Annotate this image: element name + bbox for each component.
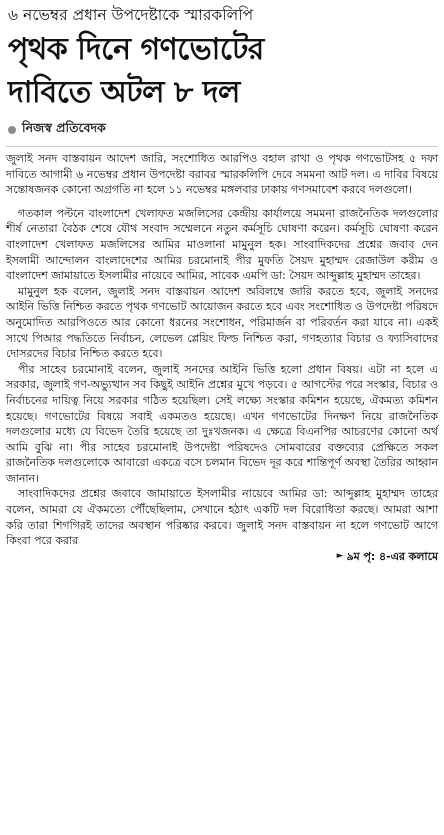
- byline: [8, 120, 438, 140]
- headline-line-2: দাবিতে অটল ৮ দল: [8, 75, 240, 110]
- paragraph-5: সাংবাদিকদের প্রশ্নের জবাবে জামায়াতে ইসলামীর নায়েবে আমির ডা: আব্দুল্লাহ মুহাম্মদ তাহের বলেন, আমরা যে ঐকমত্যে পৌঁছেছিলাম, সেখানে হঠাৎ একটি দল বিরোধিতা করছে। আমরা আশা করি তারা শিগগিরই তাদের অবস্থান পরিষ্কার করবে। জুলাই সনদ বাস্তবায়ন না হলে গণভোট আগে কিংবা পরে করার: [6, 487, 438, 548]
- bullet-dot-icon: [8, 126, 16, 134]
- arrow-right-icon: ►: [336, 550, 344, 561]
- paragraph-3: মামুনুল হক বলেন, জুলাই সনদ বাস্তবায়ন আদেশ অবিলম্বে জারি করতে হবে, জুলাই সনদের আইনি ভিত্তি নিশ্চিত করতে পৃথক গণভোট আয়োজন করতে হবে এবং সংশোধিত ও উপদেষ্টা পরিষদে অনুমোদিত আরপিওতে আর কোনো ধরনের সংশোধন, পরিমার্জন বা পরিবর্তন করা যাবে না। একই সাথে পিআর পদ্ধতিতে নির্বাচন, লেভেল প্লেয়িং ফিল্ড নিশ্চিত করা, গণহত্যার বিচার ও ফ্যাসিবাদের দোসরদের বিচার নিশ্চিত করতে হবে।: [6, 284, 438, 361]
- continued-ref: ৯ম পৃ: ৪-এর কলামে: [346, 549, 438, 563]
- continued-on: [6, 549, 438, 565]
- headline: [8, 28, 438, 114]
- kicker: ৬ নভেম্বর প্রধান উপদেষ্টাকে স্মারকলিপি: [8, 6, 254, 24]
- paragraph-4: পীর সাহেব চরমোনাই বলেন, জুলাই সনদের আইনি ভিত্তি হলো প্রধান বিষয়। এটা না হলে এ সরকার, জুলাই গণ-অভ্যুত্থান সব কিছুই আইনি প্রশ্নের মুখে পড়বে। ৫ আগস্টের পরে সংস্কার, বিচার ও নির্বাচনের দায়িত্ব নিয়ে সরকার গঠিত হয়েছিল। সেই লক্ষ্যে সংস্কার কমিশন হয়েছে, ঐকমত্য কমিশন হয়েছে। গণভোটের বিষয়ে সবাই একমতও হয়েছে। এখন গণভোটের দিনক্ষণ নিয়ে রাজনৈতিক দলগুলোর মধ্যে যে বিভেদ তৈরি হয়েছে তা দুঃখজনক। এ ক্ষেত্রে বিএনপির আচরণের কোনো অর্থ আমি বুঝি না। পীর সাহেব চরমোনাই উপদেষ্টা পরিষদেও সোমবারের বক্তব্যের প্রেক্ষিতে সকল রাজনৈতিক দলগুলোকে আবারো একত্রে বসে চলমান বিভেদ দূর করে শান্তিপূর্ণ অবস্থা তৈরির আহ্বান জানান।: [6, 362, 438, 485]
- paragraph-2: গতকাল পল্টনে বাংলাদেশ খেলাফত মজলিসের কেন্দ্রীয় কার্যালয়ে সমমনা রাজনৈতিক দলগুলোর শীর্ষ নেতারা বৈঠক শেষে যৌথ সংবাদ সম্মেলনে নতুন কর্মসূচি ঘোষণা করেন। কর্মসূচি ঘোষণা করেন বাংলাদেশ খেলাফত মজলিসের আমির মাওলানা মামুনুল হক। সাংবাদিকদের প্রশ্নের জবাব দেন ইসলামী আন্দোলন বাংলাদেশের আমির চরমোনাই পীর মুফতি সৈয়দ মুহাম্মদ রেজাউল করীম ও বাংলাদেশ জামায়াতে ইসলামীর নায়েবে আমির, সাবেক এমপি ডা: সৈয়দ আব্দুল্লাহ মুহাম্মদ তাহের।: [6, 206, 438, 283]
- byline-text: নিজস্ব প্রতিবেদক: [22, 120, 106, 135]
- divider: [6, 146, 438, 147]
- paragraph-1: জুলাই সনদ বাস্তবায়ন আদেশ জারি, সংশোধিত আরপিও বহাল রাখা ও পৃথক গণভোটসহ ৫ দফা দাবিতে আগামী ৬ নভেম্বর প্রধান উপদেষ্টা বরাবর স্মারকলিপি দেবে সমমনা আট দল। এ দাবির বিষয়ে সন্তোষজনক কোনো অগ্রগতি না হলে ১১ নভেম্বর মঙ্গলবার ঢাকায় গণসমাবেশ করবে দলগুলো।: [6, 152, 438, 197]
- headline-line-1: পৃথক দিনে গণভোটের: [8, 32, 264, 67]
